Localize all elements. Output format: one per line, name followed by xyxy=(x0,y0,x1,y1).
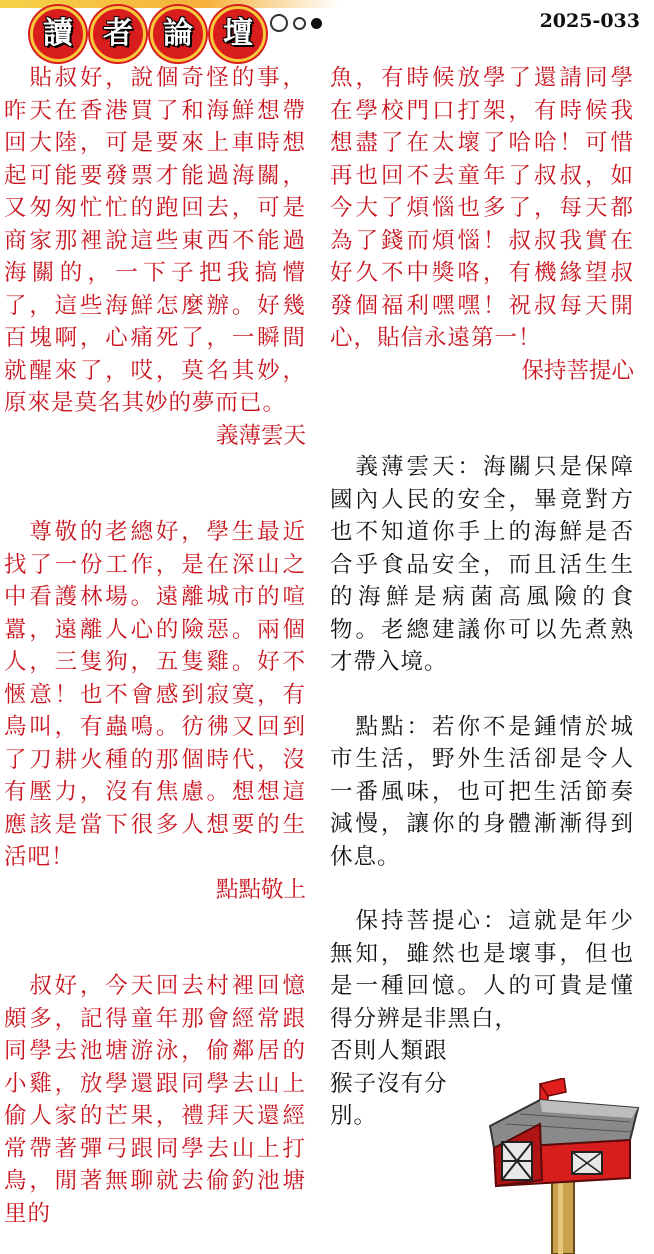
column-title xyxy=(30,6,266,62)
spacer xyxy=(330,679,634,711)
left-column xyxy=(4,62,306,1230)
title-badge: 壇 xyxy=(210,6,266,62)
title-badge: 論 xyxy=(150,6,206,62)
editor-reply: 點點：若你不是鍾情於城市生活，野外生活卻是令人一番風味，也可把生活節奏減慢，讓你的身體漸漸得到休息。 xyxy=(330,713,634,870)
editor-reply-tail: 否則人類跟 xyxy=(330,1038,448,1064)
reader-letter: 尊敬的老總好，學生最近找了一份工作，是在深山之中看護林場。遠離城市的喧囂，遠離人心的險惡。兩個人，三隻狗，五隻雞。好不愜意！也不會感到寂寞，有鳥叫，有蟲鳴。彷彿又回到了刀耕火種的那個時代，沒有壓力，沒有焦慮。想想這應該是當下很多人想要的生活吧！ xyxy=(4,519,306,870)
reader-letter: 貼叔好，說個奇怪的事，昨天在香港買了和海鮮想帶回大陸，可是要來上車時想起可能要發票才能過海關，又匆匆忙忙的跑回去，可是商家那裡說這些東西不能過海關的，一下子把我搞懵了，這些海鮮怎麼辦。好幾百塊啊，心痛死了，一瞬間就醒來了，哎，莫名其妙，原來是莫名其妙的夢而已。 xyxy=(4,65,306,416)
circle-icon xyxy=(270,14,288,32)
letter-signature: 點點敬上 xyxy=(215,876,306,903)
reader-letter: 叔好，今天回去村裡回憶頗多，記得童年那會經常跟同學去池塘游泳，偷鄰居的小雞，放學還跟同學去山上偷人家的芒果，禮拜天還經常帶著彈弓跟同學去山上打鳥，閒著無聊就去偷釣池塘里的 xyxy=(4,973,306,1227)
decorative-dots xyxy=(270,14,322,32)
editor-reply: 保持菩提心：這就是年少無知，雖然也是壞事，但也是一種回憶。人的可貴是懂得分辨是非黑白， xyxy=(330,908,634,1032)
spacer xyxy=(4,906,306,970)
editor-reply-tail: 別。 xyxy=(330,1103,378,1129)
circle-icon xyxy=(293,17,306,30)
editor-reply-tail: 猴子沒有分 xyxy=(330,1070,448,1097)
title-badge: 讀 xyxy=(30,6,86,62)
spacer xyxy=(4,452,306,516)
letter-signature: 義薄雲天 xyxy=(215,422,306,449)
issue-number: 2025-033 xyxy=(539,10,640,32)
letter-signature: 保持菩提心 xyxy=(521,357,634,384)
reader-letter-continued: 魚，有時候放學了還請同學在學校門口打架，有時候我想盡了在太壞了哈哈！可惜再也回不去童年了叔叔，如今大了煩惱也多了，每天都為了錢而煩惱！叔叔我實在好久不中獎咯，有機緣望叔發個福利嘿嘿！祝叔每天開心，貼信永遠第一！ xyxy=(330,65,634,351)
right-column xyxy=(330,62,634,1133)
spacer xyxy=(330,873,634,905)
editor-reply: 義薄雲天：海關只是保障國內人民的安全，畢竟對方也不知道你手上的海鮮是否合乎食品安全，而且活生生的海鮮是病菌高風險的食物。老總建議你可以先煮熟才帶入境。 xyxy=(330,454,634,675)
mailbox-icon xyxy=(480,1078,645,1254)
spacer xyxy=(330,387,634,451)
title-badge: 者 xyxy=(90,6,146,62)
filled-circle-icon xyxy=(311,18,322,29)
